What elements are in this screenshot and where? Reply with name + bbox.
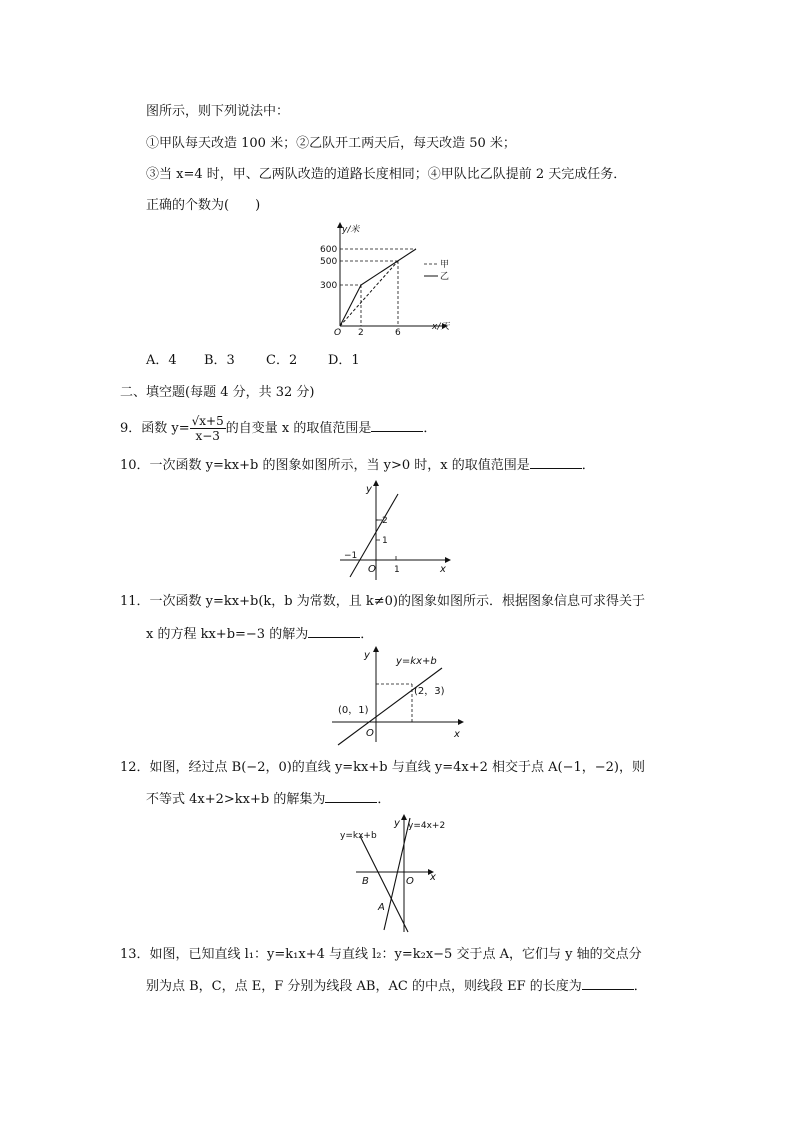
q9-fraction — [190, 414, 226, 443]
q13-answer-blank[interactable] — [582, 977, 634, 990]
q12-graph — [340, 814, 450, 934]
q9-answer-blank[interactable] — [371, 419, 423, 432]
q10-text: 10．一次函数 y=kx+b 的图象如图所示，当 y>0 时，x 的取值范围是 — [120, 458, 530, 473]
q11-end: ． — [360, 627, 374, 642]
q10-tick-xm1: −1 — [344, 551, 358, 561]
q11-point-b: (0，1) — [338, 705, 369, 716]
q13-line1: 13．如图，已知直线 l₁：y=k₁x+4 与直线 l₂：y=k₂x−5 交于点 A，它们与 y 轴的交点分 — [120, 947, 642, 962]
q12-label-kx: y=kx+b — [340, 831, 377, 841]
q8-y-label: y/米 — [342, 225, 360, 235]
q12-point-b: B — [362, 876, 369, 887]
q11-x-label: x — [454, 729, 460, 740]
q11-answer-blank[interactable] — [308, 625, 360, 638]
q10-tick-1: 1 — [382, 536, 388, 546]
yi-line — [340, 249, 416, 326]
q12-answer-blank[interactable] — [325, 790, 377, 803]
q8-tick-500: 500 — [320, 257, 338, 267]
q11-line2: x 的方程 kx+b=−3 的解为 — [146, 627, 309, 642]
q8-statement-a: ①甲队每天改造 100 米；②乙队开工两天后，每天改造 50 米； — [146, 136, 516, 151]
q12-label-4x: y=4x+2 — [408, 821, 446, 831]
q10 — [120, 456, 595, 475]
q12-y-label: y — [394, 818, 400, 829]
q8-intro: 图所示，则下列说法中： — [146, 104, 290, 119]
q10-y-label: y — [366, 484, 372, 495]
q8-tick-600: 600 — [320, 245, 338, 255]
q11-line-label: y=kx+b — [396, 656, 437, 667]
q11-point-a: (2，3) — [414, 686, 445, 697]
q10-tick-2: 2 — [382, 516, 388, 526]
q12-line2-wrap — [146, 790, 390, 809]
q10-graph — [340, 480, 455, 580]
q10-end: ． — [581, 458, 595, 473]
jia-line — [340, 261, 398, 326]
q11-graph — [332, 646, 472, 746]
q9-prefix: 9．函数 y= — [120, 421, 190, 436]
q12-origin: O — [406, 876, 414, 887]
q9-suffix: 的自变量 x 的取值范围是 — [225, 421, 372, 436]
q11-y-label: y — [364, 650, 370, 661]
q8-x-label: x/天 — [432, 322, 450, 332]
q12-point-a: A — [378, 902, 385, 913]
q11-origin: O — [366, 728, 374, 739]
q9-denominator: x−3 — [195, 429, 220, 443]
q8-choice-d: D．1 — [328, 353, 360, 368]
q11-line2-wrap — [146, 625, 373, 644]
q13-end: ． — [633, 979, 647, 994]
q8-tick-6: 6 — [395, 328, 401, 338]
q9-numerator: √x+5 — [191, 414, 224, 428]
q12-x-label: x — [430, 872, 436, 883]
q9 — [120, 414, 436, 444]
q11-line1: 11．一次函数 y=kx+b(k，b 为常数，且 k≠0)的图象如图所示．根据图象信息可求得关于 — [120, 594, 645, 609]
q12-end: ． — [377, 792, 391, 807]
q8-question: 正确的个数为( ) — [146, 198, 261, 213]
q8-legend-yi: 乙 — [440, 272, 450, 282]
q8-graph — [320, 222, 470, 342]
q8-choice-a: A．4 — [146, 353, 177, 368]
q8-legend-jia: 甲 — [440, 260, 450, 270]
q9-end: ． — [423, 421, 437, 436]
q8-tick-300: 300 — [320, 281, 338, 291]
section-heading: 二、填空题(每题 4 分，共 32 分) — [120, 385, 315, 400]
q8-choice-c: C．2 — [266, 353, 298, 368]
q12-line-4x — [384, 818, 410, 930]
q10-origin: O — [368, 564, 376, 575]
q8-origin: O — [334, 328, 342, 338]
q13-line2: 别为点 B，C，点 E，F 分别为线段 AB，AC 的中点，则线段 EF 的长度为 — [146, 979, 582, 994]
q8-choice-b: B．3 — [204, 353, 235, 368]
q12-line2: 不等式 4x+2>kx+b 的解集为 — [146, 792, 326, 807]
q12-line1: 12．如图，经过点 B(−2，0)的直线 y=kx+b 与直线 y=4x+2 相交于点 A(−1，−2)，则 — [120, 760, 645, 775]
q13-line2-wrap — [146, 977, 647, 996]
q10-x-label: x — [440, 564, 446, 575]
q10-answer-blank[interactable] — [530, 456, 582, 469]
q8-tick-2: 2 — [358, 328, 364, 338]
q10-tick-x1: 1 — [394, 565, 400, 575]
q8-statement-b: ③当 x=4 时，甲、乙两队改造的道路长度相同；④甲队比乙队提前 2 天完成任务． — [146, 167, 627, 182]
